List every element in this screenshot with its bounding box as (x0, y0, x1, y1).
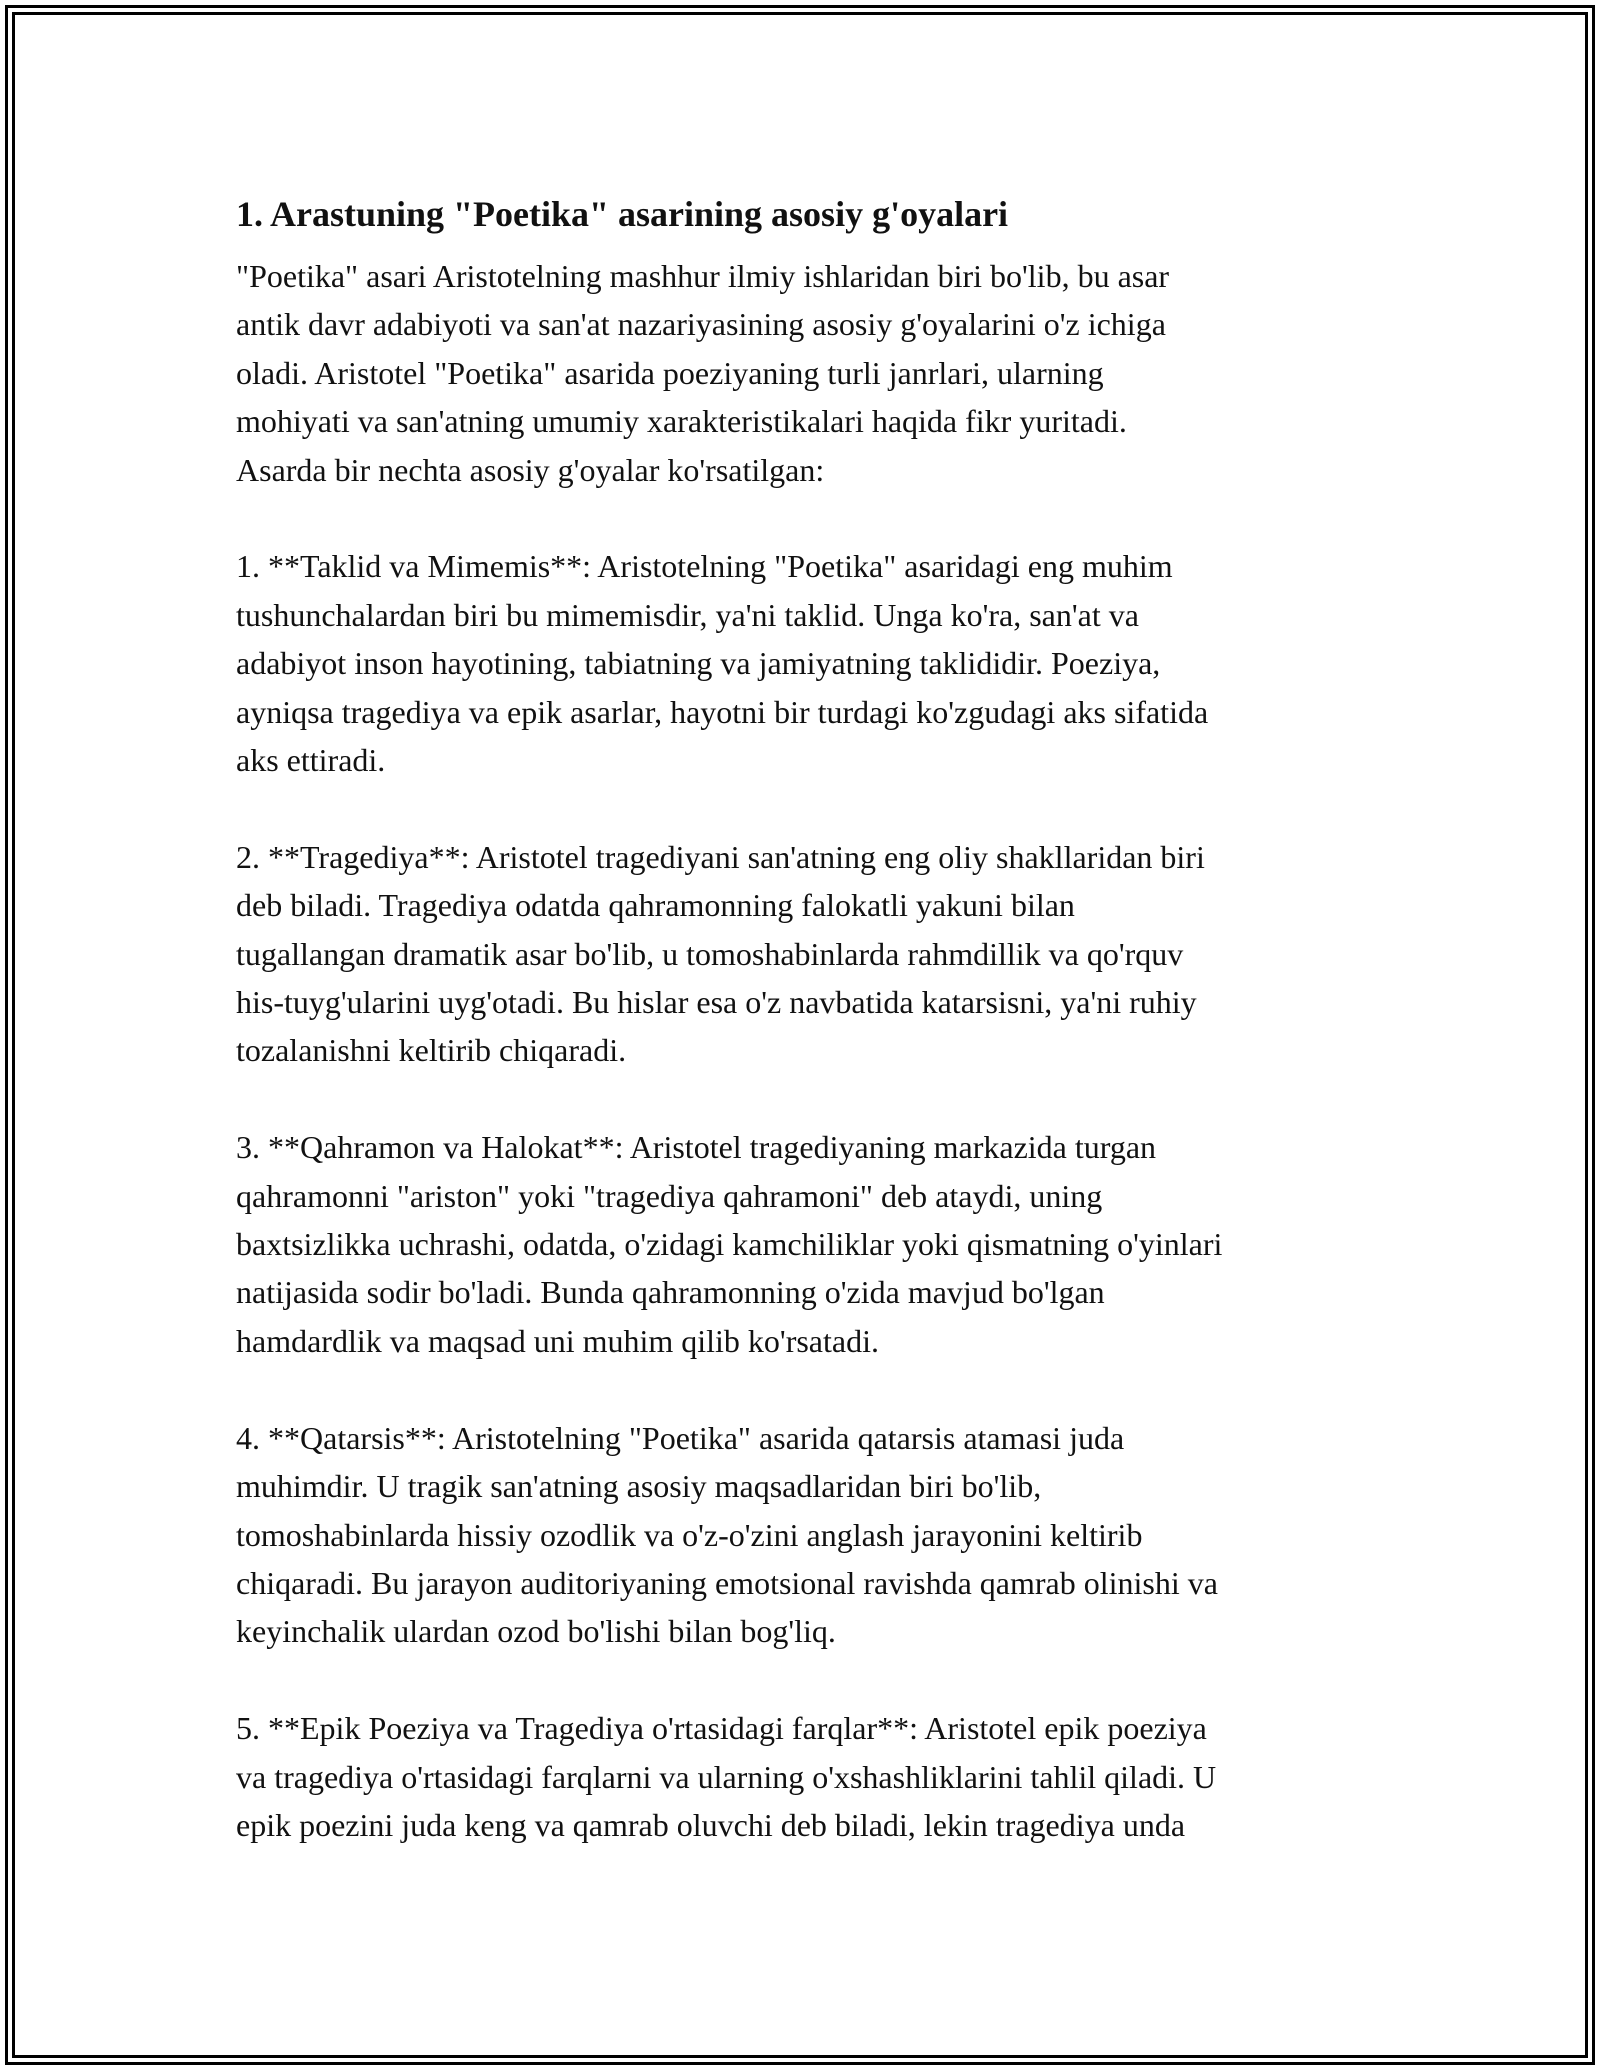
paragraph-line: ayniqsa tragediya va epik asarlar, hayotni bir turdagi ko'zgudagi aks sifatida (236, 693, 1209, 730)
paragraph (236, 252, 1376, 494)
paragraph-line: "Poetika" asari Aristotelning mashhur ilmiy ishlaridan biri bo'lib, bu asar (236, 258, 1170, 294)
paragraph-line: tugallangan dramatik asar bo'lib, u tomoshabinlarda rahmdillik va qo'rquv (236, 935, 1184, 972)
paragraph-line: tozalanishni keltirib chiqaradi. (236, 1032, 627, 1069)
paragraph-line: tushunchalardan biri bu mimemisdir, ya'ni taklid. Unga ko'ra, san'at va (236, 596, 1139, 633)
paragraph-line: va tragediya o'rtasidagi farqlarni va ularning o'xshashliklarini tahlil qiladi. U (236, 1758, 1217, 1795)
paragraph-line: keyinchalik ulardan ozod bo'lishi bilan bog'liq. (236, 1613, 836, 1650)
paragraph-line: natijasida sodir bo'ladi. Bunda qahramonning o'zida mavjud bo'lgan (236, 1274, 1105, 1311)
paragraph (236, 833, 1376, 1075)
paragraph-line: adabiyot inson hayotining, tabiatning va jamiyatning taklididir. Poeziya, (236, 645, 1161, 682)
paragraph-line: mohiyati va san'atning umumiy xarakteristikalari haqida fikr yuritadi. (236, 403, 1127, 440)
paragraph-line: 2. **Tragediya**: Aristotel tragediyani san'atning eng oliy shakllaridan biri (236, 838, 1205, 875)
paragraph-list (236, 252, 1376, 1849)
document-title: 1. Arastuning "Poetika" asarining asosiy g'oyalari (236, 194, 1009, 234)
paragraph-line: his-tuyg'ularini uyg'otadi. Bu hislar esa o'z navbatida katarsisni, ya'ni ruhiy (236, 984, 1197, 1021)
paragraph-line: epik poezini juda keng va qamrab oluvchi deb biladi, lekin tragediya unda (236, 1806, 1186, 1843)
paragraph (236, 1123, 1376, 1365)
document-body (236, 188, 1376, 1898)
paragraph-line: muhimdir. U tragik san'atning asosiy maqsadlaridan biri bo'lib, (236, 1468, 1042, 1505)
paragraph-line: oladi. Aristotel "Poetika" asarida poeziyaning turli janrlari, ularning (236, 354, 1104, 391)
paragraph (236, 1414, 1376, 1656)
paragraph-line: hamdardlik va maqsad uni muhim qilib ko'rsatadi. (236, 1322, 879, 1359)
paragraph (236, 1704, 1376, 1849)
paragraph-line: baxtsizlikka uchrashi, odatda, o'zidagi kamchiliklar yoki qismatning o'yinlari (236, 1226, 1223, 1263)
paragraph-line: tomoshabinlarda hissiy ozodlik va o'z-o'zini anglash jarayonini keltirib (236, 1516, 1143, 1553)
paragraph (236, 542, 1376, 784)
paragraph-line: aks ettiradi. (236, 742, 386, 779)
paragraph-line: 3. **Qahramon va Halokat**: Aristotel tragediyaning markazida turgan (236, 1129, 1157, 1166)
paragraph-line: antik davr adabiyoti va san'at nazariyasining asosiy g'oyalarini o'z ichiga (236, 306, 1166, 343)
paragraph-line: Asarda bir nechta asosiy g'oyalar ko'rsatilgan: (236, 451, 825, 488)
paragraph-line: deb biladi. Tragediya odatda qahramonning falokatli yakuni bilan (236, 887, 1075, 924)
paragraph-line: chiqaradi. Bu jarayon auditoriyaning emotsional ravishda qamrab olinishi va (236, 1564, 1218, 1601)
paragraph-line: 5. **Epik Poeziya va Tragediya o'rtasidagi farqlar**: Aristotel epik poeziya (236, 1710, 1207, 1747)
paragraph-line: 4. **Qatarsis**: Aristotelning "Poetika" asarida qatarsis atamasi juda (236, 1419, 1125, 1456)
paragraph-line: 1. **Taklid va Mimemis**: Aristotelning "Poetika" asaridagi eng muhim (236, 548, 1173, 585)
paragraph-line: qahramonni "ariston" yoki "tragediya qahramoni" deb ataydi, uning (236, 1177, 1103, 1214)
